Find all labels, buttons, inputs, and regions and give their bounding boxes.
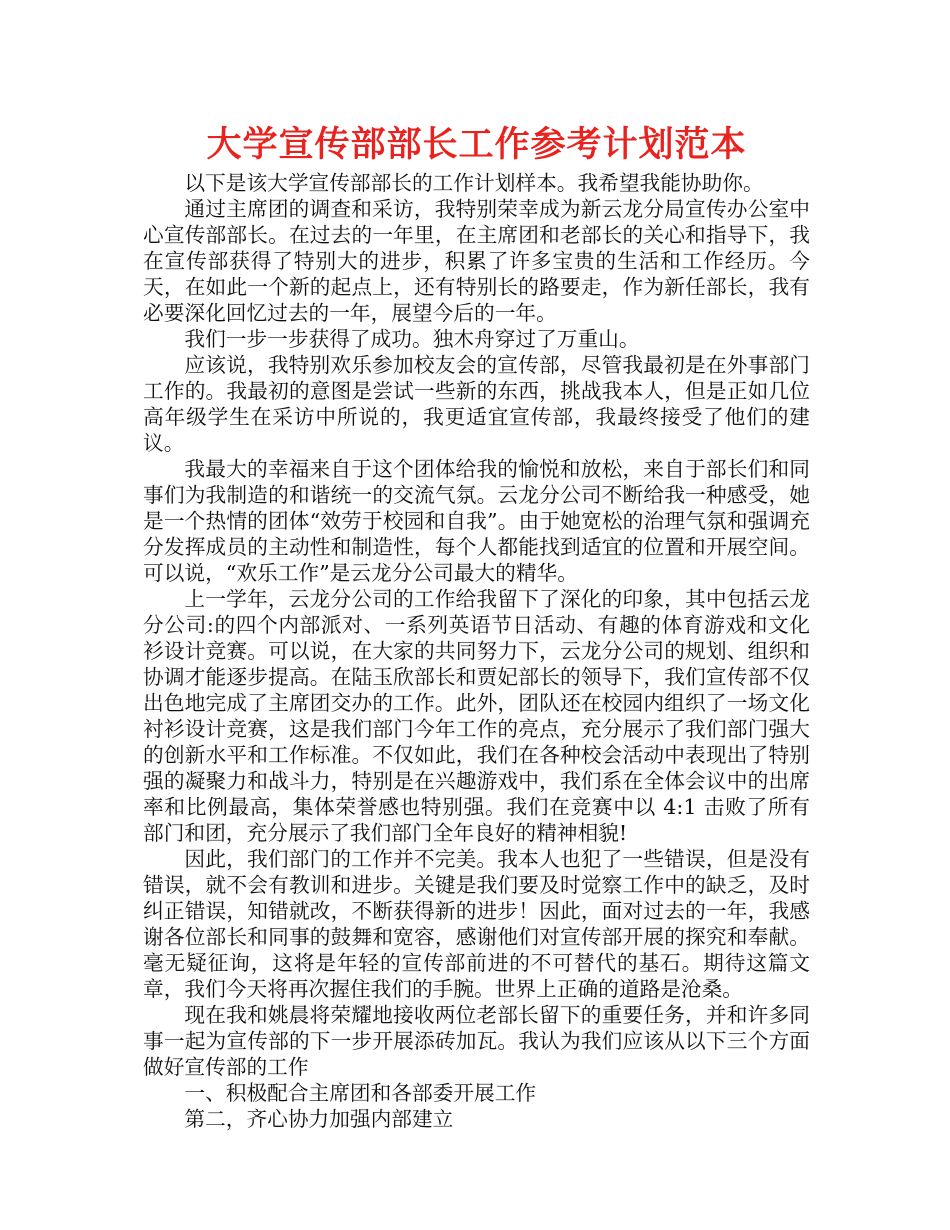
document-page <box>143 120 810 1132</box>
paragraph-plan: 现在我和姚晨将荣耀地接收两位老部长留下的重要任务，并和许多同事一起为宣传部的下一步开展添砖加瓦。我认为我们应该从以下三个方面做好宣传部的工作 <box>143 1003 810 1079</box>
paragraph-point-two: 第二，齐心协力加强内部建立 <box>184 1107 454 1131</box>
document-body <box>143 170 810 1132</box>
document-title: 大学宣传部部长工作参考计划范本 <box>206 125 747 165</box>
paragraph-point-one: 一、积极配合主席团和各部委开展工作 <box>184 1081 537 1105</box>
paragraph-happiness: 我最大的幸福来自于这个团体给我的愉悦和放松，来自于部长们和同事们为我制造的和谐统一的交流气氛。云龙分公司不断给我一种感受，她是一个热情的团体“效劳于校园和自我”。由于她宽松的治理气氛和强调充分发挥成员的主动性和制造性，每个人都能找到适宜的位置和开展空间。可以说，“欢乐工作”是云龙分公司最大的精华。 <box>143 457 810 585</box>
paragraph-appointment: 通过主席团的调查和采访，我特别荣幸成为新云龙分局宣传办公室中心宣传部部长。在过去的一年里，在主席团和老部长的关心和指导下，我在宣传部获得了特别大的进步，积累了许多宝贵的生活和工作经历。今天，在如此一个新的起点上，还有特别长的路要走，作为新任部长，我有必要深化回忆过去的一年，展望今后的一年。 <box>143 197 810 325</box>
paragraph-joining: 应该说，我特别欢乐参加校友会的宣传部，尽管我最初是在外事部门工作的。我最初的意图是尝试一些新的东西，挑战我本人，但是正如几位高年级学生在采访中所说的，我更适宜宣传部，我最终接受了他们的建议。 <box>143 353 810 455</box>
paragraph-success: 我们一步一步获得了成功。独木舟穿过了万重山。 <box>184 327 640 351</box>
paragraph-last-year: 上一学年，云龙分公司的工作给我留下了深化的印象，其中包括云龙分公司:的四个内部派对、一系列英语节日活动、有趣的体育游戏和文化衫设计竞赛。可以说，在大家的共同努力下，云龙分公司的规划、组织和协调才能逐步提高。在陆玉欣部长和贾妃部长的领导下，我们宣传部不仅出色地完成了主席团交办的工作。此外，团队还在校园内组织了一场文化衬衫设计竞赛，这是我们部门今年工作的亮点，充分展示了我们部门强大的创新水平和工作标准。不仅如此，我们在各种校会活动中表现出了特别强的凝聚力和战斗力，特别是在兴趣游戏中，我们系在全体会议中的出席率和比例最高，集体荣誉感也特别强。我们在竞赛中以 4:1 击败了所有部门和团，充分展示了我们部门全年良好的精神相貌! <box>143 587 810 845</box>
paragraph-intro: 以下是该大学宣传部部长的工作计划样本。我希望我能协助你。 <box>184 171 764 195</box>
paragraph-reflection: 因此，我们部门的工作并不完美。我本人也犯了一些错误，但是没有错误，就不会有教训和进步。关键是我们要及时觉察工作中的缺乏，及时纠正错误，知错就改，不断获得新的进步！因此，面对过去的一年，我感谢各位部长和同事的鼓舞和宽容，感谢他们对宣传部开展的探究和奉献。毫无疑征询，这将是年轻的宣传部前进的不可替代的基石。期待这篇文章，我们今天将再次握住我们的手腕。世界上正确的道路是沧桑。 <box>143 847 810 1001</box>
